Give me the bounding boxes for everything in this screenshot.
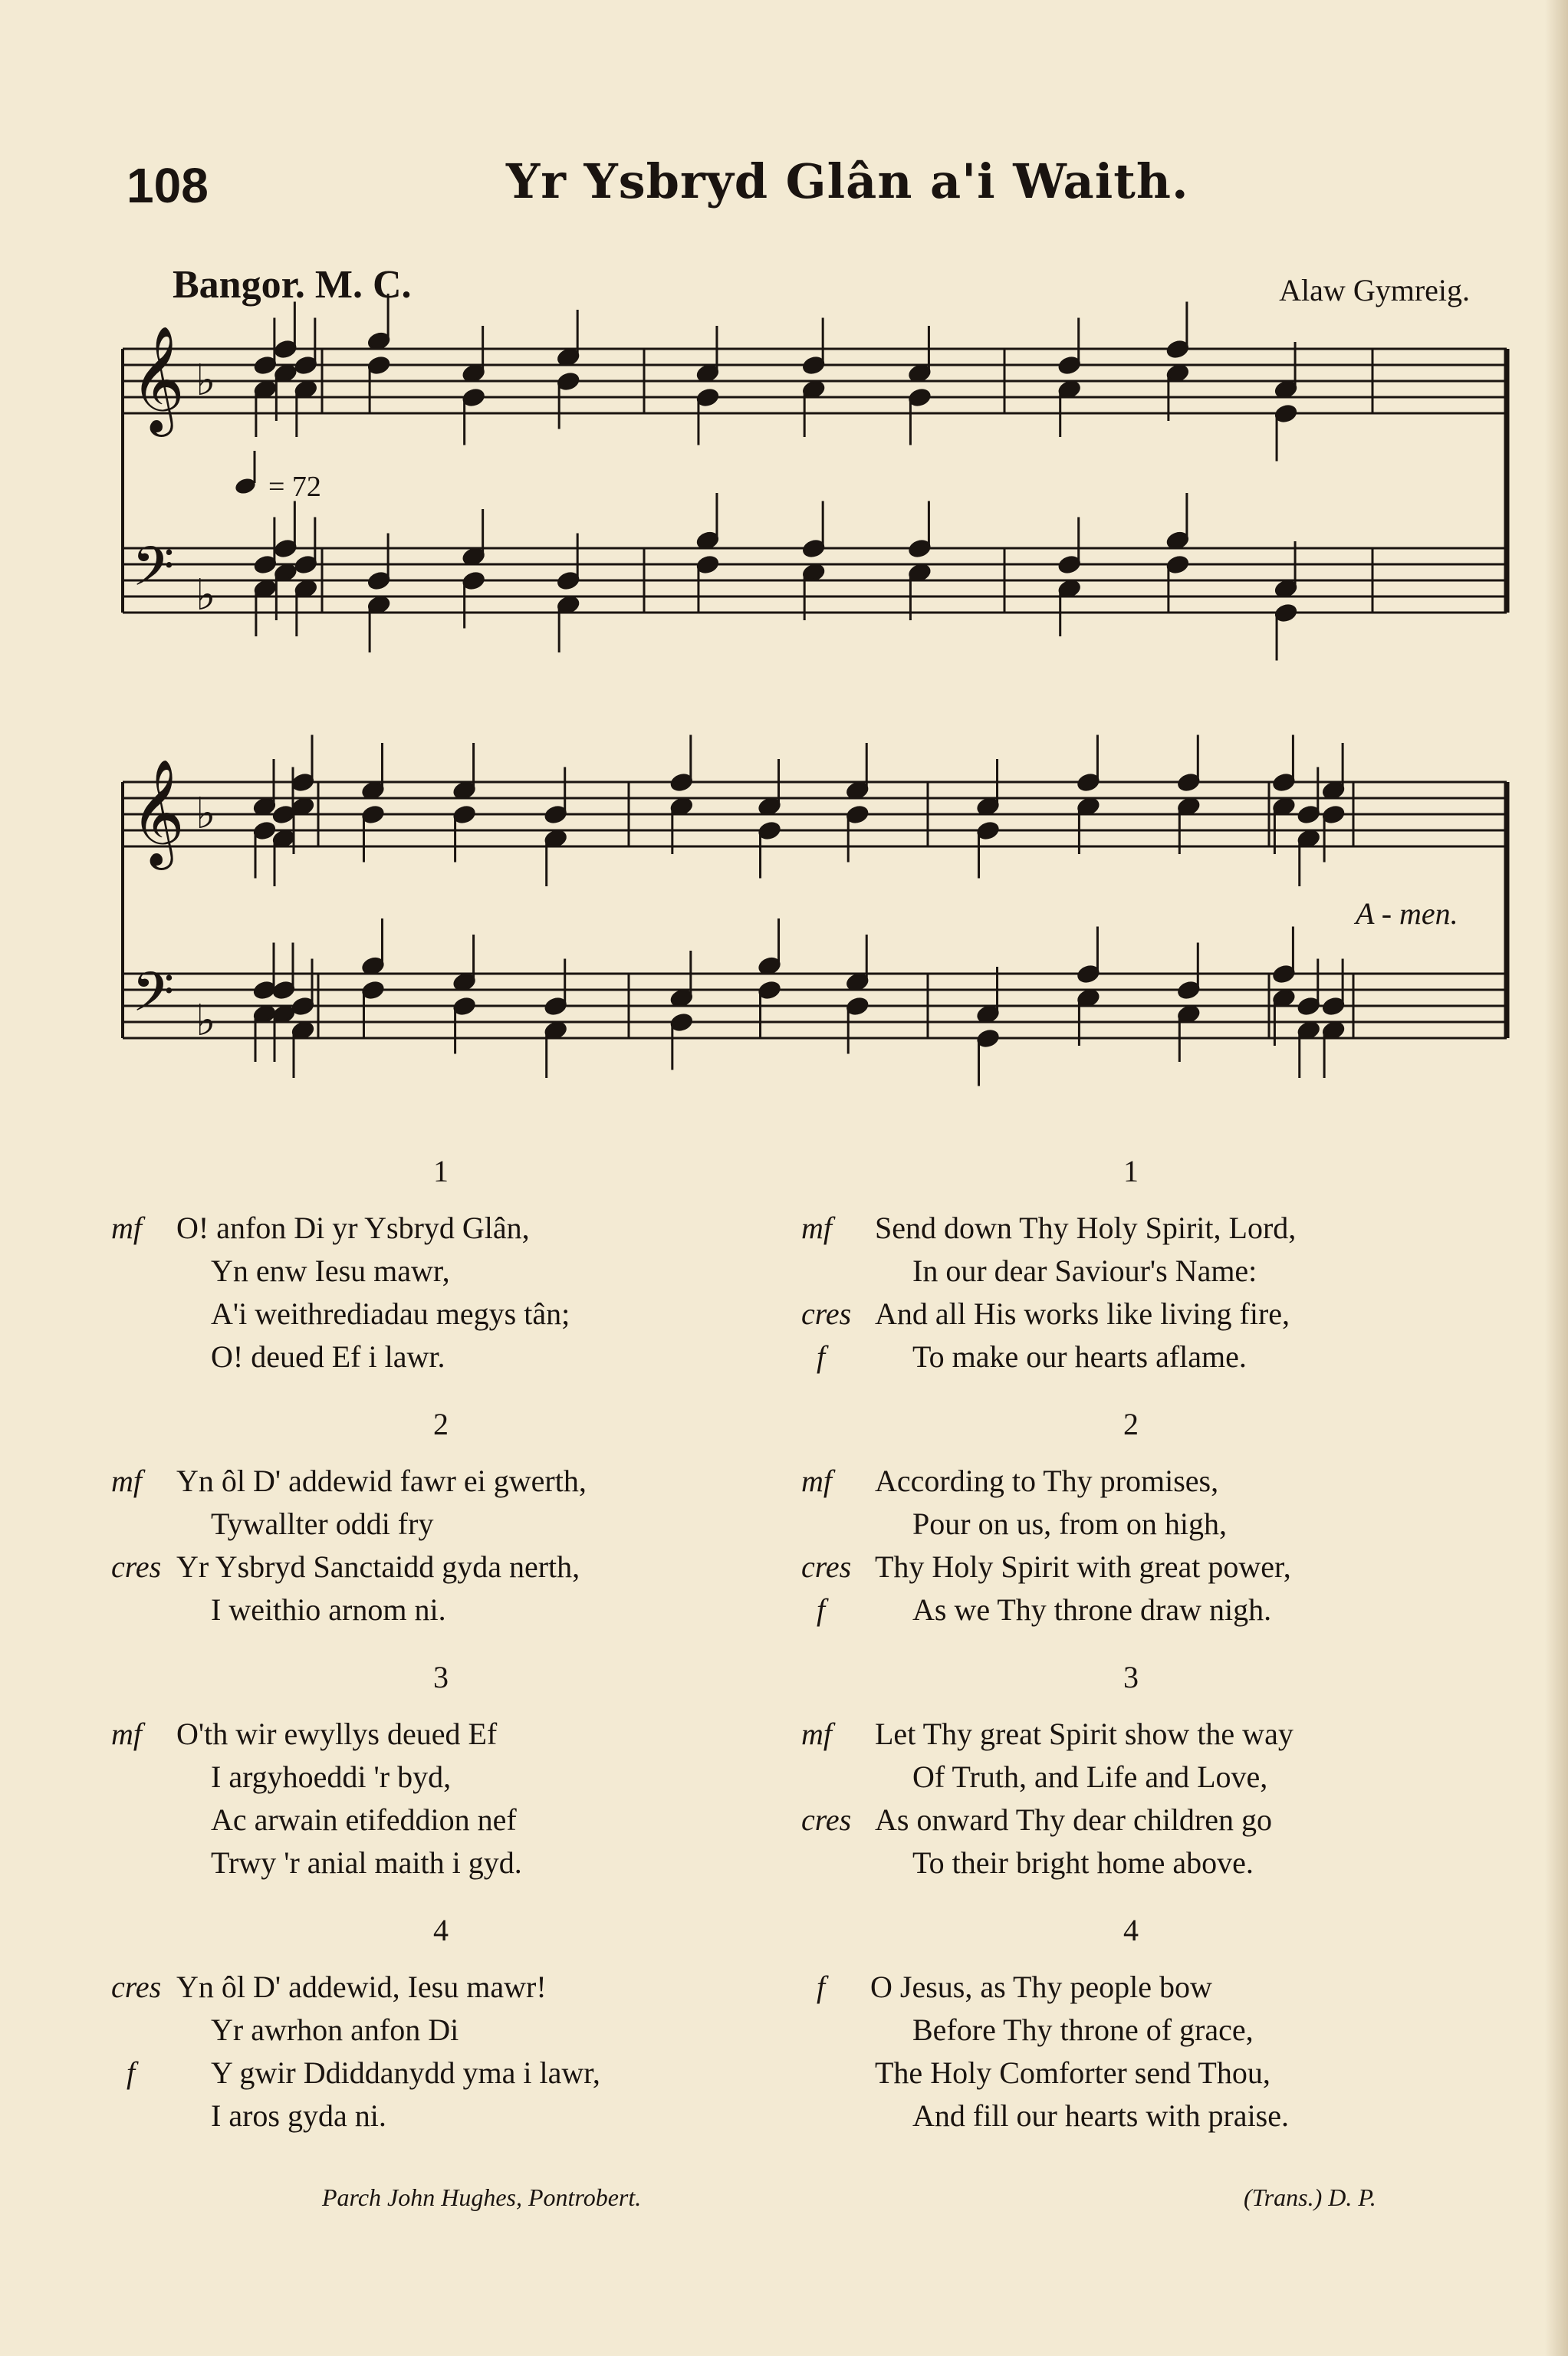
note-head — [272, 767, 296, 825]
verse-line — [111, 1293, 771, 1336]
page-title: Yr Ysbryd Glân a'i Waith. — [506, 153, 1189, 209]
note-head — [1297, 829, 1320, 886]
verse-number: 4 — [1123, 1913, 1139, 1947]
note-head — [254, 579, 278, 636]
system-2 — [123, 735, 1507, 1086]
verse-text: Of Truth, and Life and Love, — [912, 1760, 1268, 1794]
note-head — [1274, 541, 1298, 599]
dynamic-marking: mf — [111, 1464, 142, 1498]
verse-text: Pour on us, from on high, — [912, 1507, 1227, 1541]
verse-text: The Holy Comforter send Thou, — [875, 2055, 1271, 2090]
flat-sign-icon: ♭ — [196, 996, 216, 1046]
verse-text: And all His works like living fire, — [875, 1296, 1290, 1331]
note-head — [254, 380, 278, 437]
verse-line — [801, 1207, 1461, 1250]
welsh-verses — [111, 1150, 771, 2137]
verse-1 — [111, 1207, 771, 1378]
tune-source: Alaw Gymreig. — [1279, 273, 1470, 307]
note-head — [696, 326, 720, 383]
note-head — [846, 743, 869, 800]
dynamic-marking: mf — [111, 1717, 142, 1751]
note-head — [1322, 805, 1346, 863]
note-head — [670, 1013, 694, 1070]
verse-text: Yn enw Iesu mawr, — [211, 1254, 450, 1288]
verse-line — [111, 1460, 771, 1503]
verse-line — [111, 1713, 771, 1756]
note-head — [291, 959, 315, 1017]
music-score — [0, 0, 1568, 1119]
verse-text: Yn ôl D' addewid, Iesu mawr! — [176, 1970, 547, 2004]
note-head — [294, 518, 318, 575]
note-head — [976, 821, 1000, 879]
treble-clef-icon: 𝄞 — [130, 326, 185, 432]
note-head — [274, 501, 297, 559]
dynamic-marking: mf — [801, 1464, 832, 1498]
note-head — [544, 767, 567, 825]
verse-3 — [111, 1713, 771, 1884]
note-head — [1166, 493, 1190, 550]
tempo-marking — [234, 451, 321, 503]
note-head — [976, 759, 1000, 817]
english-verses — [801, 1150, 1461, 2137]
bass-clef-icon: 𝄢 — [132, 961, 175, 1037]
verse-line — [801, 1966, 1461, 2009]
page-number: 108 — [127, 158, 209, 213]
note-head — [361, 805, 385, 863]
tempo-text: = 72 — [268, 471, 321, 503]
verse-line — [111, 1503, 771, 1546]
verse-line — [801, 1756, 1461, 1799]
note-head — [1272, 735, 1296, 793]
dynamic-marking: f — [817, 1339, 826, 1374]
note-head — [846, 805, 869, 863]
note-head — [254, 318, 278, 376]
verse-line — [111, 1250, 771, 1293]
verse-text: As onward Thy dear children go — [875, 1802, 1273, 1837]
verse-line — [111, 1842, 771, 1884]
verse-3 — [801, 1713, 1461, 1884]
note-head — [1322, 1020, 1346, 1078]
note-head — [1274, 404, 1298, 462]
note-head — [696, 388, 720, 445]
note-head — [1166, 555, 1190, 613]
verse-line — [111, 2095, 771, 2137]
verse-line — [111, 1546, 771, 1589]
note-head — [1177, 1004, 1201, 1062]
note-head — [452, 935, 476, 992]
note-head — [1274, 342, 1298, 399]
note-head — [462, 326, 485, 383]
note-head — [294, 579, 318, 636]
note-head — [452, 997, 476, 1054]
note-head — [758, 821, 781, 879]
verse-line — [801, 1842, 1461, 1884]
note-head — [1077, 927, 1100, 984]
note-head — [367, 294, 391, 351]
note-head — [544, 829, 567, 886]
verse-text: In our dear Saviour's Name: — [912, 1254, 1257, 1288]
dynamic-marking: mf — [801, 1717, 832, 1751]
flat-sign-icon: ♭ — [196, 356, 216, 406]
system-1 — [123, 294, 1507, 661]
verse-line — [111, 1336, 771, 1378]
flat-sign-icon: ♭ — [196, 570, 216, 620]
note-head — [361, 981, 385, 1038]
verse-text: Send down Thy Holy Spirit, Lord, — [875, 1211, 1297, 1245]
verse-line — [801, 1250, 1461, 1293]
note-head — [758, 918, 781, 976]
note-head — [367, 356, 391, 413]
verse-line — [111, 1589, 771, 1631]
note-head — [1057, 579, 1081, 636]
note-head — [696, 493, 720, 550]
note-head — [846, 935, 869, 992]
note-head — [802, 501, 826, 559]
verse-text: Yn ôl D' addewid fawr ei gwerth, — [176, 1464, 587, 1498]
amen-lyric: A - men. — [1356, 896, 1458, 931]
note-head — [1274, 603, 1298, 661]
note-head — [291, 735, 315, 793]
treble-clef-icon: 𝄞 — [130, 759, 185, 866]
dynamic-marking: cres — [111, 1549, 162, 1584]
note-head — [758, 981, 781, 1038]
note-head — [254, 518, 278, 575]
verse-4 — [111, 1966, 771, 2137]
note-head — [1297, 767, 1320, 825]
note-head — [361, 743, 385, 800]
verse-line — [111, 2052, 771, 2095]
dynamic-marking: f — [817, 1970, 826, 2004]
dynamic-marking: cres — [801, 1802, 852, 1837]
note-head — [1322, 743, 1346, 800]
note-head — [253, 759, 277, 817]
verse-text: O! anfon Di yr Ysbryd Glân, — [176, 1211, 530, 1245]
tune-name: Bangor. M. C. — [173, 263, 412, 307]
verse-text: And fill our hearts with praise. — [912, 2098, 1289, 2133]
verse-line — [801, 1799, 1461, 1842]
flat-sign-icon: ♭ — [196, 789, 216, 839]
note-head — [1177, 735, 1201, 793]
verse-2 — [801, 1460, 1461, 1631]
verse-line — [111, 1207, 771, 1250]
note-head — [976, 1029, 1000, 1086]
note-head — [294, 318, 318, 376]
note-head — [462, 571, 485, 629]
note-head — [274, 302, 297, 360]
verse-number: 3 — [1123, 1660, 1139, 1694]
note-head — [452, 805, 476, 863]
verse-text: I argyhoeddi 'r byd, — [211, 1760, 452, 1794]
verse-line — [801, 1293, 1461, 1336]
verse-text: To their bright home above. — [912, 1845, 1254, 1880]
note-head — [462, 509, 485, 567]
note-head — [557, 534, 580, 591]
note-head — [272, 943, 296, 1001]
verse-text: O'th wir ewyllys deued Ef — [176, 1717, 498, 1751]
note-head — [1077, 735, 1100, 793]
note-head — [908, 388, 932, 445]
note-head — [1057, 318, 1081, 376]
note-head — [557, 310, 580, 367]
verse-text: Tywallter oddi fry — [211, 1507, 434, 1541]
verse-1 — [801, 1207, 1461, 1378]
verse-line — [801, 2009, 1461, 2052]
welsh-attribution: Parch John Hughes, Pontrobert. — [322, 2183, 642, 2211]
note-head — [557, 595, 580, 652]
note-head — [976, 967, 1000, 1024]
verse-line — [111, 1756, 771, 1799]
verse-2 — [111, 1460, 771, 1631]
note-head — [367, 534, 391, 591]
verse-text: As we Thy throne draw nigh. — [912, 1592, 1272, 1627]
verse-text: O! deued Ef i lawr. — [211, 1339, 445, 1374]
note-head — [1297, 959, 1320, 1017]
dynamic-marking: f — [127, 2055, 136, 2090]
dynamic-marking: f — [817, 1592, 826, 1627]
note-head — [544, 959, 567, 1017]
verse-text: Yr awrhon anfon Di — [211, 2013, 459, 2047]
verse-line — [111, 1966, 771, 2009]
note-head — [253, 1004, 277, 1062]
verse-text: Y gwir Ddiddanydd yma i lawr, — [211, 2055, 600, 2090]
verse-text: Thy Holy Spirit with great power, — [875, 1549, 1291, 1584]
verse-line — [111, 1799, 771, 1842]
verse-text: O Jesus, as Thy people bow — [870, 1970, 1212, 2004]
verse-text: To make our hearts aflame. — [912, 1339, 1247, 1374]
note-head — [462, 388, 485, 445]
verse-number: 1 — [1123, 1154, 1139, 1188]
note-head — [253, 821, 277, 879]
note-head — [272, 1004, 296, 1062]
verse-number: 1 — [433, 1154, 449, 1188]
dynamic-marking: cres — [801, 1296, 852, 1331]
note-head — [758, 759, 781, 817]
note-head — [1177, 943, 1201, 1001]
note-head — [294, 380, 318, 437]
verse-text: Before Thy throne of grace, — [912, 2013, 1254, 2047]
note-head — [802, 380, 826, 437]
dynamic-marking: mf — [111, 1211, 142, 1245]
note-head — [1322, 959, 1346, 1017]
verse-line — [801, 1460, 1461, 1503]
verse-line — [801, 2052, 1461, 2095]
dynamic-marking: mf — [801, 1211, 832, 1245]
verse-text: Yr Ysbryd Sanctaidd gyda nerth, — [176, 1549, 580, 1584]
verse-text: A'i weithrediadau megys tân; — [211, 1296, 570, 1331]
verse-line — [111, 2009, 771, 2052]
english-attribution: (Trans.) D. P. — [1244, 2183, 1376, 2211]
note-head — [1166, 302, 1190, 360]
verse-4 — [801, 1966, 1461, 2137]
verse-text: Trwy 'r anial maith i gyd. — [211, 1845, 522, 1880]
verse-text: Ac arwain etifeddion nef — [211, 1802, 517, 1837]
note-head — [1057, 380, 1081, 437]
note-head — [670, 951, 694, 1008]
note-head — [1057, 518, 1081, 575]
dynamic-marking: cres — [111, 1970, 162, 2004]
note-head — [802, 318, 826, 376]
verse-number: 2 — [1123, 1407, 1139, 1441]
verse-line — [801, 1336, 1461, 1378]
verse-text: Let Thy great Spirit show the way — [875, 1717, 1294, 1751]
verse-line — [801, 1546, 1461, 1589]
note-head — [452, 743, 476, 800]
note-head — [846, 997, 869, 1054]
note-head — [291, 1020, 315, 1078]
note-head — [544, 1020, 567, 1078]
note-head — [696, 555, 720, 613]
note-head — [1297, 1020, 1320, 1078]
note-head — [557, 372, 580, 429]
note-head — [272, 829, 296, 886]
verse-number: 2 — [433, 1407, 449, 1441]
note-head — [253, 943, 277, 1001]
verse-line — [801, 1503, 1461, 1546]
verse-text: According to Thy promises, — [875, 1464, 1219, 1498]
verse-line — [801, 1713, 1461, 1756]
bass-clef-icon: 𝄢 — [132, 535, 175, 612]
note-head — [908, 326, 932, 383]
note-head — [367, 595, 391, 652]
verse-number: 3 — [433, 1660, 449, 1694]
verse-text: I weithio arnom ni. — [211, 1592, 446, 1627]
verse-line — [801, 1589, 1461, 1631]
verse-text: I aros gyda ni. — [211, 2098, 386, 2133]
note-head — [908, 501, 932, 559]
note-head — [361, 918, 385, 976]
verse-line — [801, 2095, 1461, 2137]
verse-number: 4 — [433, 1913, 449, 1947]
note-head — [670, 735, 694, 793]
note-head — [1272, 927, 1296, 984]
dynamic-marking: cres — [801, 1549, 852, 1584]
